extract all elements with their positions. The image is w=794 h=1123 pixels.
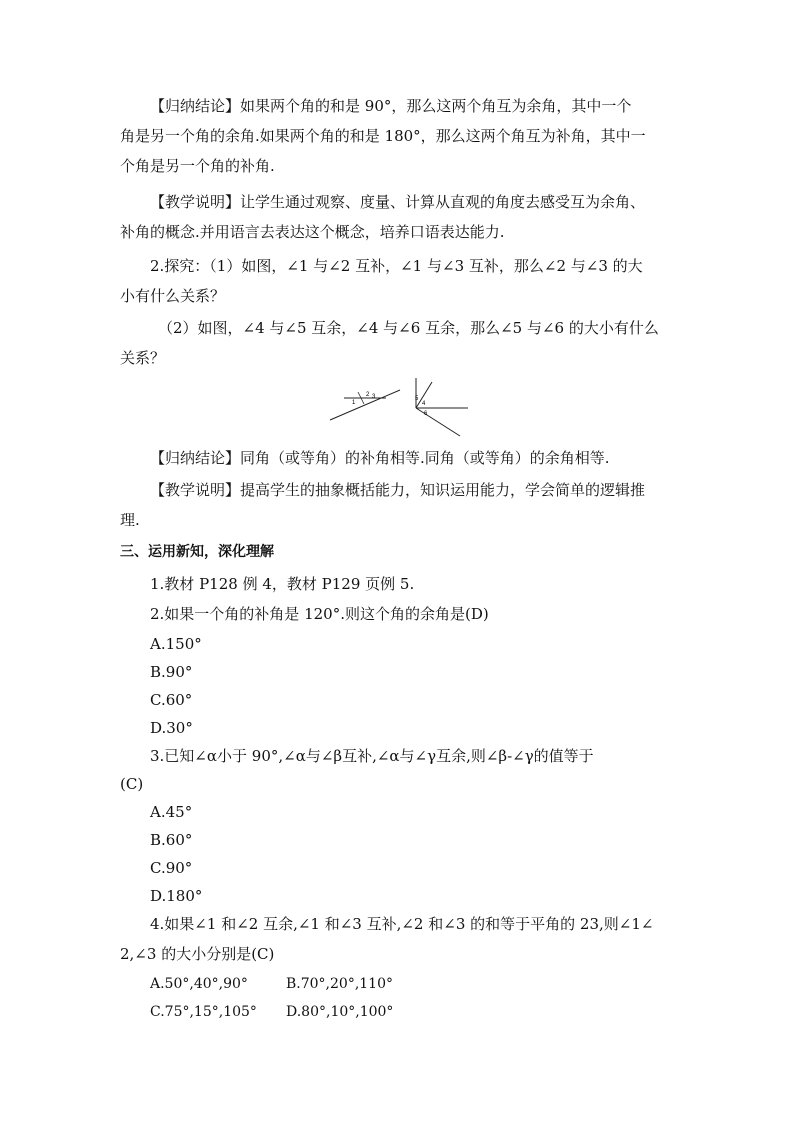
question-4-stem-line-2: 2,∠3 的大小分别是(C) — [120, 945, 275, 963]
angle-label-4: 4 — [422, 401, 426, 407]
teaching-note-2-line-2: 理. — [120, 511, 140, 529]
angle-label-2: 2 — [366, 392, 370, 398]
question-1: 1.教材 P128 例 4，教材 P129 页例 5. — [150, 575, 415, 593]
section-heading-3: 三、运用新知，深化理解 — [120, 544, 274, 560]
question-2-stem: 2.如果一个角的补角是 120°.则这个角的余角是(D) — [150, 605, 489, 623]
question-2-option-c: C.60° — [150, 691, 193, 709]
supplementary-angle-figure — [330, 390, 400, 420]
summary-conclusion-line-3: 个角是另一个角的补角. — [120, 157, 275, 175]
question-2-option-b: B.90° — [150, 663, 193, 681]
explore-question-1-line-1: 2.探究：（1）如图，∠1 与∠2 互补，∠1 与∠3 互补，那么∠2 与∠3 的大 — [150, 257, 643, 275]
angle-label-5: 5 — [415, 396, 419, 402]
question-3-option-c: C.90° — [150, 859, 193, 877]
question-3-option-a: A.45° — [150, 803, 193, 821]
question-4-options-row-2 — [150, 1002, 393, 1022]
complementary-angle-figure — [415, 378, 468, 436]
angle-label-6: 6 — [424, 411, 428, 417]
summary-conclusion-line-1: 【归纳结论】如果两个角的和是 90°，那么这两个角互为余角，其中一个 — [150, 97, 632, 115]
angle-label-1: 1 — [352, 400, 356, 406]
teaching-note-line-2: 补角的概念.并用语言去表达这个概念，培养口语表达能力. — [120, 223, 505, 241]
question-4-stem-line-1: 4.如果∠1 和∠2 互余,∠1 和∠3 互补,∠2 和∠3 的和等于平角的 23,则∠1∠ — [150, 915, 654, 933]
summary-conclusion-line-2: 角是另一个角的余角.如果两个角的和是 180°，那么这两个角互为补角，其中一 — [120, 127, 646, 145]
question-4-option-b: B.70°,20°,110° — [286, 976, 393, 992]
summary-conclusion-2: 【归纳结论】同角（或等角）的补角相等.同角（或等角）的余角相等. — [150, 449, 610, 467]
teaching-note-line-1: 【教学说明】让学生通过观察、度量、计算从直观的角度去感受互为余角、 — [150, 193, 646, 211]
question-4-options-row-1 — [150, 974, 393, 994]
question-4-option-d: D.80°,10°,100° — [286, 1004, 394, 1020]
explore-question-2-line-2: 关系？ — [120, 349, 166, 367]
explore-question-2-line-1: （2）如图，∠4 与∠5 互余，∠4 与∠6 互余，那么∠5 与∠6 的大小有什么 — [158, 319, 659, 337]
question-3-stem-line-1: 3.已知∠α小于 90°,∠α与∠β互补,∠α与∠γ互余,则∠β-∠γ的值等于 — [150, 747, 594, 765]
angle-figures — [328, 374, 470, 438]
angle-label-3: 3 — [372, 394, 376, 400]
question-4-option-c: C.75°,15°,105° — [150, 1004, 257, 1020]
question-4-option-a: A.50°,40°,90° — [150, 976, 248, 992]
question-2-option-d: D.30° — [150, 719, 193, 737]
question-3-option-d: D.180° — [150, 887, 203, 905]
question-3-option-b: B.60° — [150, 831, 193, 849]
teaching-note-2-line-1: 【教学说明】提高学生的抽象概括能力，知识运用能力，学会简单的逻辑推 — [150, 481, 646, 499]
question-2-option-a: A.150° — [150, 635, 202, 653]
question-3-stem-line-2: (C) — [120, 775, 144, 793]
explore-question-1-line-2: 小有什么关系？ — [120, 287, 226, 305]
